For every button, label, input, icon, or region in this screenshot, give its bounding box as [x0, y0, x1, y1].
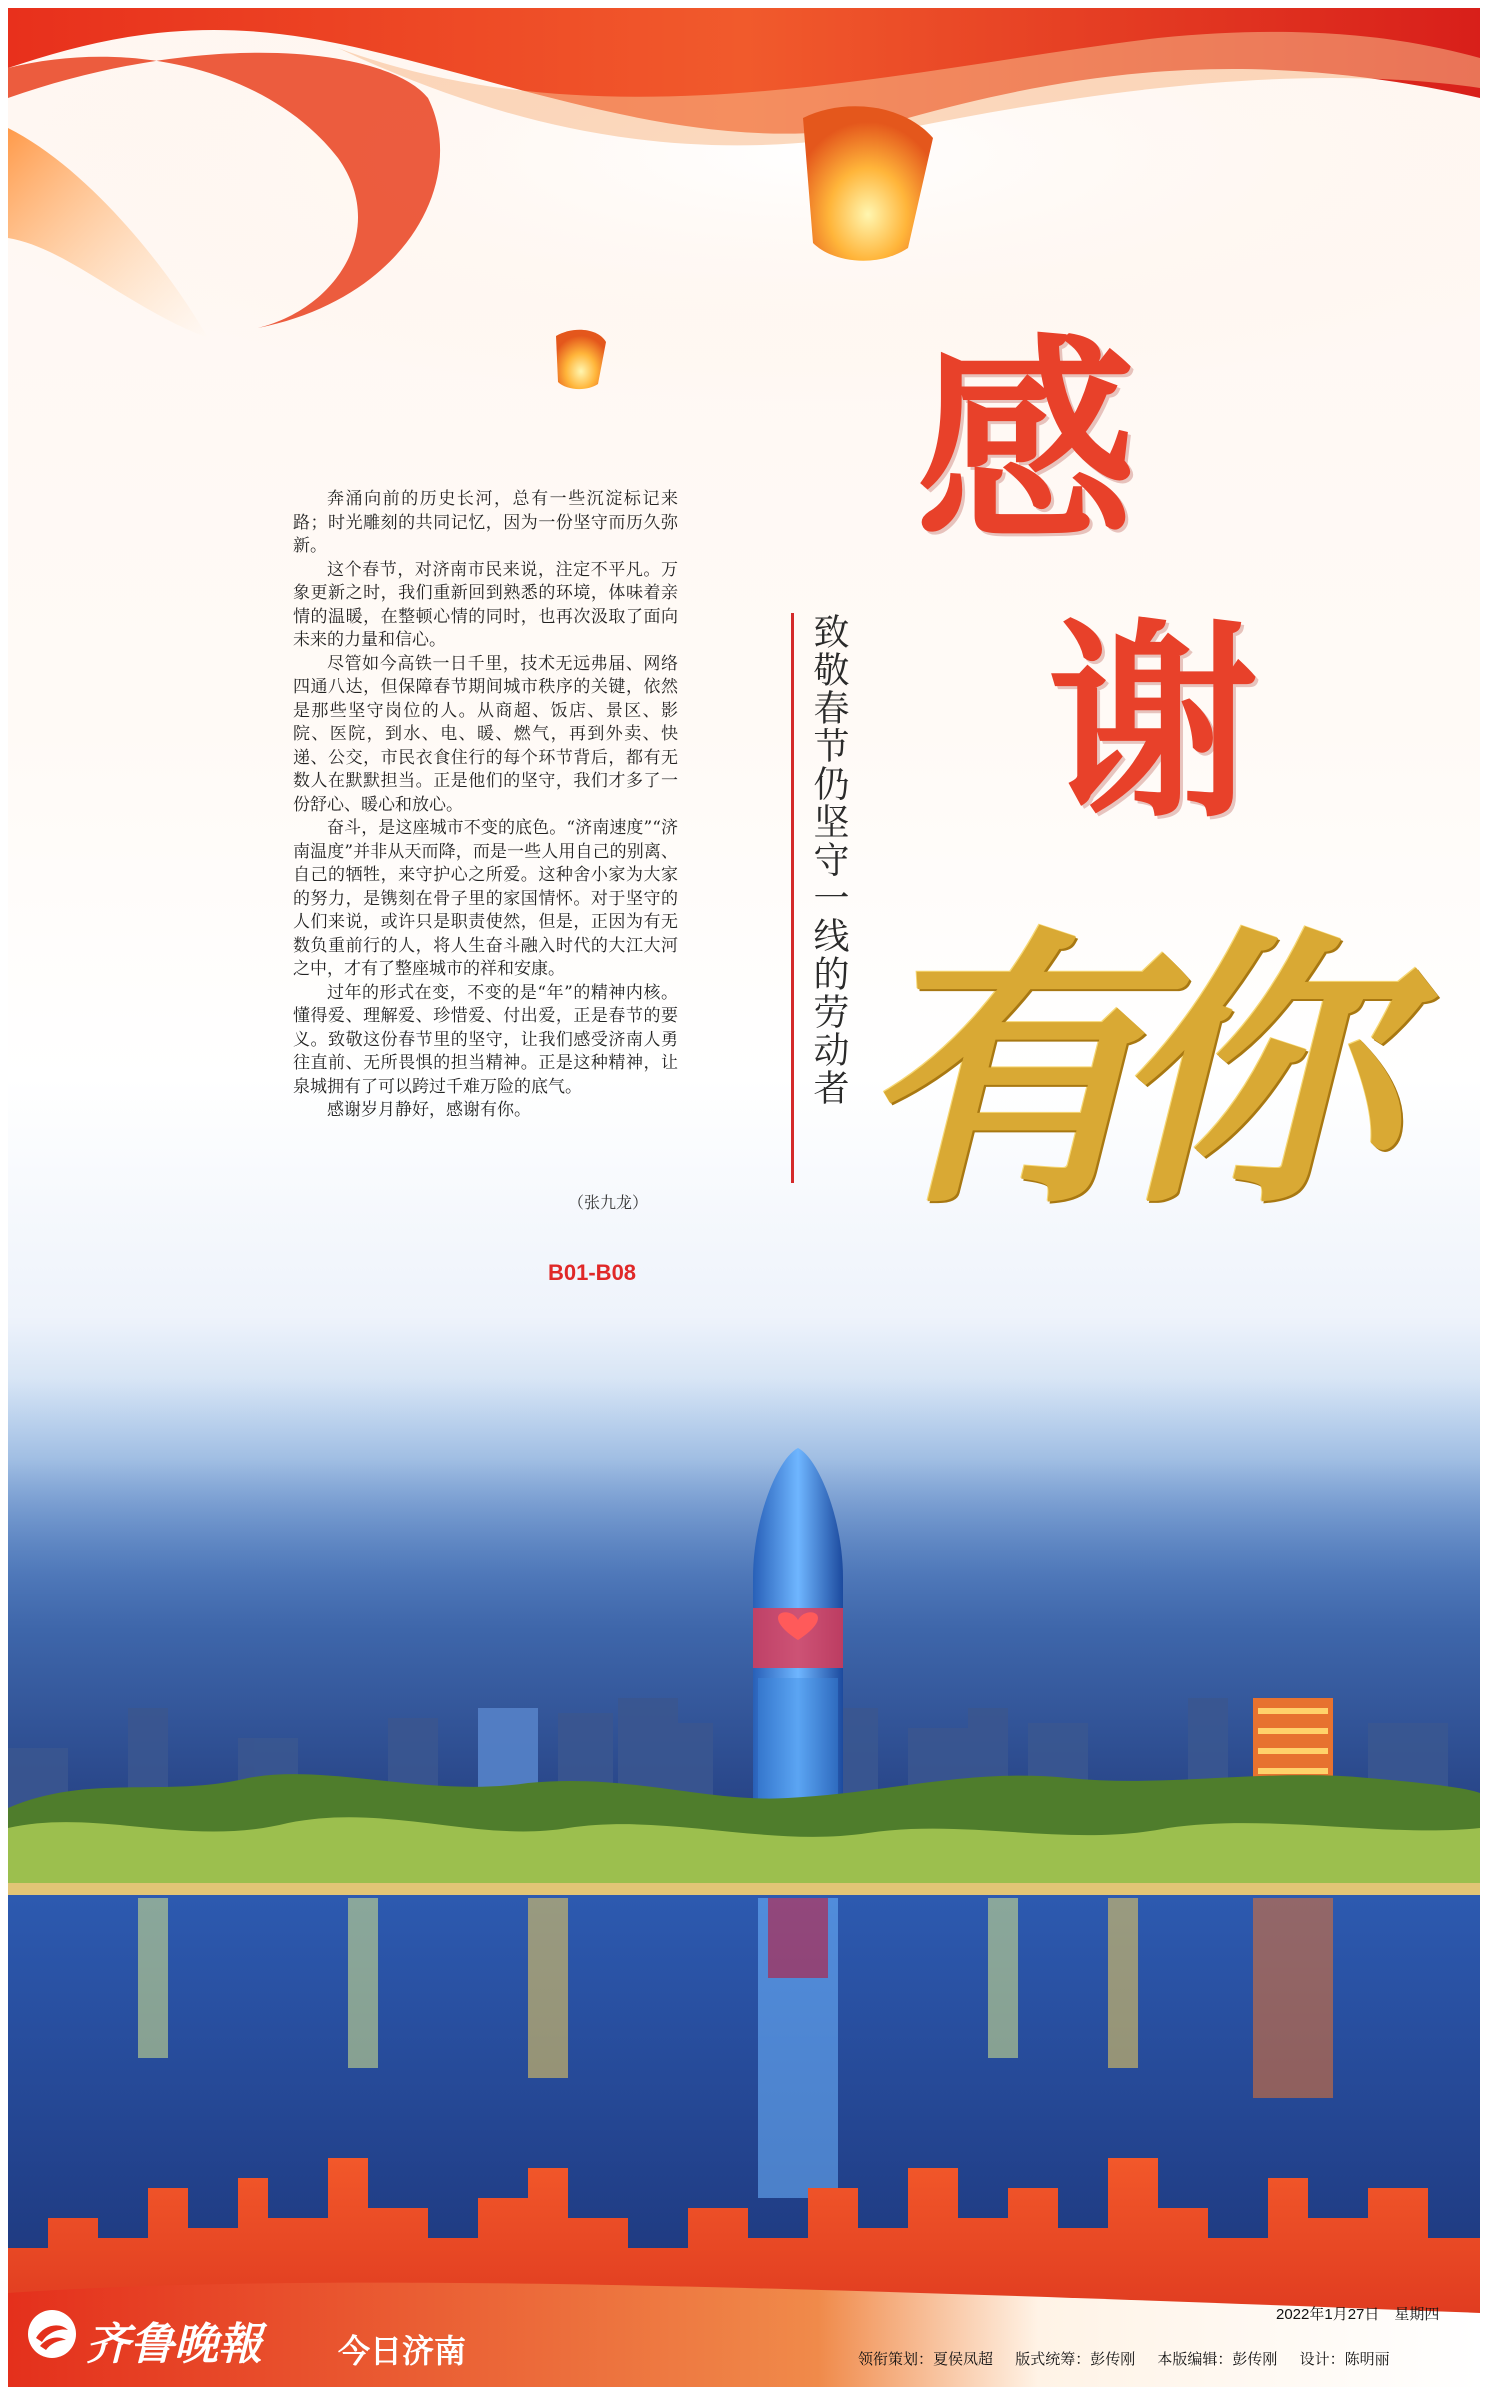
credit-item: 设计：陈明丽: [1299, 2351, 1390, 2368]
city-night-skyline-photo: [8, 1378, 1480, 2387]
page-range-label[interactable]: B01-B08: [548, 1260, 637, 1285]
article-paragraph: 过年的形式在变，不变的是“年”的精神内核。懂得爱、理解爱、珍惜爱、付出爱，正是春节的要义。致敬这份春节里的坚守，让我们感受济南人勇往直前、无所畏惧的担当精神。正是这种精神，让泉城拥有了可以跨过千难万险的底气。: [293, 982, 678, 1097]
sky-lantern-icon: [783, 98, 943, 268]
credit-item: 版式统筹：彭传刚: [1015, 2351, 1136, 2368]
article-paragraph: 奔涌向前的历史长河，总有一些沉淀标记来路；时光雕刻的共同记忆，因为一份坚守而历久弥新。: [293, 489, 678, 556]
subtitle-red-rule: [791, 613, 794, 1183]
newspaper-name: 齐鲁晚報: [86, 2319, 262, 2370]
credit-item: 领衔策划：夏侯凤超: [858, 2351, 994, 2368]
article-paragraph: 感谢岁月静好，感谢有你。: [327, 1100, 531, 1120]
title-calligraphy-youni: 有你: [858, 903, 1358, 1243]
silk-ribbon-decoration: [8, 8, 1480, 428]
vertical-subtitle: 致敬春节仍坚守一线的劳动者: [808, 613, 849, 1107]
editorial-credits: [858, 2348, 1408, 2369]
article-paragraph: 奋斗，是这座城市不变的底色。“济南速度”“济南温度”并非从天而降，而是一些人用自己的别离、自己的牺牲，来守护心之所爱。这种舍小家为大家的努力，是镌刻在骨子里的家国情怀。对于坚守的人们来说，或许只是职责使然，但是，正因为有无数负重前行的人，将人生奋斗融入时代的大江大河之中，才有了整座城市的祥和安康。: [293, 818, 678, 979]
article-paragraph: 这个春节，对济南市民来说，注定不平凡。万象更新之时，我们重新回到熟悉的环境，体味着亲情的温暖，在整顿心情的同时，也再次汲取了面向未来的力量和信心。: [293, 559, 678, 650]
title-char-xie: 谢: [1048, 599, 1259, 846]
newspaper-front-page: [8, 8, 1480, 2387]
article-paragraph: 尽管如今高铁一日千里，技术无远弗届、网络四通八达，但保障春节期间城市秩序的关键，依然是那些坚守岗位的人。从商超、饭店、景区、影院、医院，到水、电、暖、燃气，再到外卖、快递、公交，市民衣食住行的每个环节背后，都有无数人在默默担当。正是他们的坚守，我们才多了一份舒心、暖心和放心。: [293, 653, 678, 815]
issue-date: 2022年1月27日 星期四: [1276, 2306, 1440, 2323]
editorial-article: [293, 488, 678, 1123]
newspaper-logo-icon: [26, 2308, 78, 2360]
title-char-gan: 感: [916, 313, 1137, 572]
credit-item: 本版编辑：彭传刚: [1157, 2351, 1278, 2368]
sky-lantern-small-icon: [548, 326, 610, 392]
article-byline: （张九龙）: [568, 1193, 649, 1212]
section-name: 今日济南: [338, 2333, 467, 2369]
